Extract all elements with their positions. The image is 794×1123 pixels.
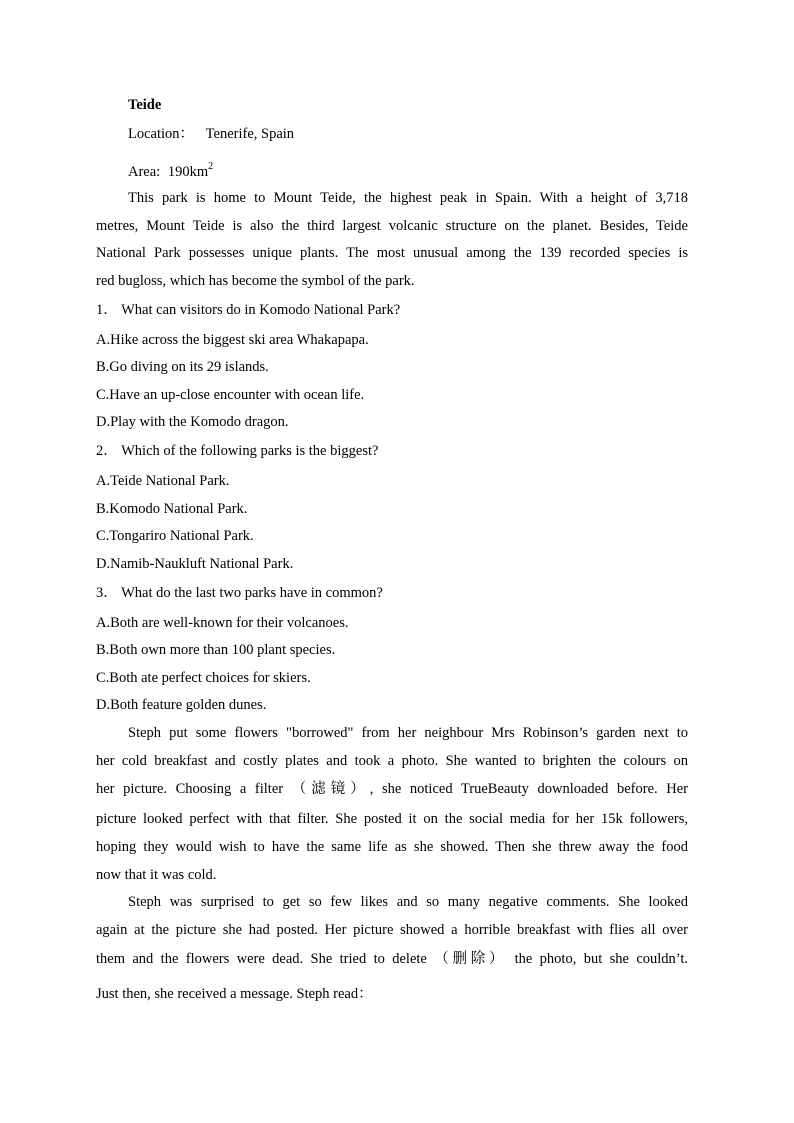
area-unit-superscript: 2 <box>208 161 214 172</box>
description-line: National Park possesses unique plants. The most unusual among the 139 recorded species is <box>96 245 688 261</box>
story-line: Steph put some flowers "borrowed" from her neighbour Mrs Robinson’s garden next to <box>128 725 688 741</box>
story-line: them and the flowers were dead. She tried to delete （删除） the photo, but she couldn’t. <box>96 951 688 967</box>
question-option: A.Both are well-known for their volcanoes. <box>96 615 349 631</box>
question-option: D.Both feature golden dunes. <box>96 697 267 713</box>
question-option: D.Namib-Naukluft National Park. <box>96 556 294 572</box>
question-stem: 2． Which of the following parks is the biggest? <box>96 443 379 459</box>
description-line: red bugloss, which has become the symbol of the park. <box>96 273 415 289</box>
location-label: Location： <box>128 126 195 142</box>
story-line: picture looked perfect with that filter. She posted it on the social media for her 15k followers, <box>96 811 688 827</box>
park-location <box>128 125 294 143</box>
description-line: This park is home to Mount Teide, the highest peak in Spain. With a height of 3,718 <box>128 190 688 206</box>
area-value: 190km <box>167 164 209 180</box>
story-line: her picture. Choosing a filter （滤镜）, she noticed TrueBeauty downloaded before. Her <box>96 781 688 797</box>
question-option: B.Go diving on its 29 islands. <box>96 359 269 375</box>
question-stem: 1． What can visitors do in Komodo National Park? <box>96 302 401 318</box>
story-line: Steph was surprised to get so few likes and so many negative comments. She looked <box>128 894 688 910</box>
question-option: B.Both own more than 100 plant species. <box>96 642 336 658</box>
location-value: Tenerife, Spain <box>205 126 295 142</box>
story-line: her cold breakfast and costly plates and took a photo. She wanted to brighten the colours on <box>96 753 688 769</box>
question-option: C.Have an up-close encounter with ocean life. <box>96 387 365 403</box>
question-option: C.Both ate perfect choices for skiers. <box>96 670 311 686</box>
question-option: D.Play with the Komodo dragon. <box>96 414 289 430</box>
question-option: A.Hike across the biggest ski area Whakapapa. <box>96 332 369 348</box>
story-line: again at the picture she had posted. Her picture showed a horrible breakfast with flies all over <box>96 922 688 938</box>
park-area <box>128 158 213 181</box>
question-option: B.Komodo National Park. <box>96 501 248 517</box>
area-label: Area: <box>128 164 161 180</box>
question-option: C.Tongariro National Park. <box>96 528 254 544</box>
park-title: Teide <box>128 97 162 113</box>
description-line: metres, Mount Teide is also the third largest volcanic structure on the planet. Besides, Teide <box>96 218 688 234</box>
story-line: now that it was cold. <box>96 867 217 883</box>
story-line: hoping they would wish to have the same life as she showed. Then she threw away the food <box>96 839 688 855</box>
story-line: Just then, she received a message. Steph read： <box>96 986 373 1002</box>
question-stem: 3． What do the last two parks have in common? <box>96 585 383 601</box>
question-option: A.Teide National Park. <box>96 473 230 489</box>
